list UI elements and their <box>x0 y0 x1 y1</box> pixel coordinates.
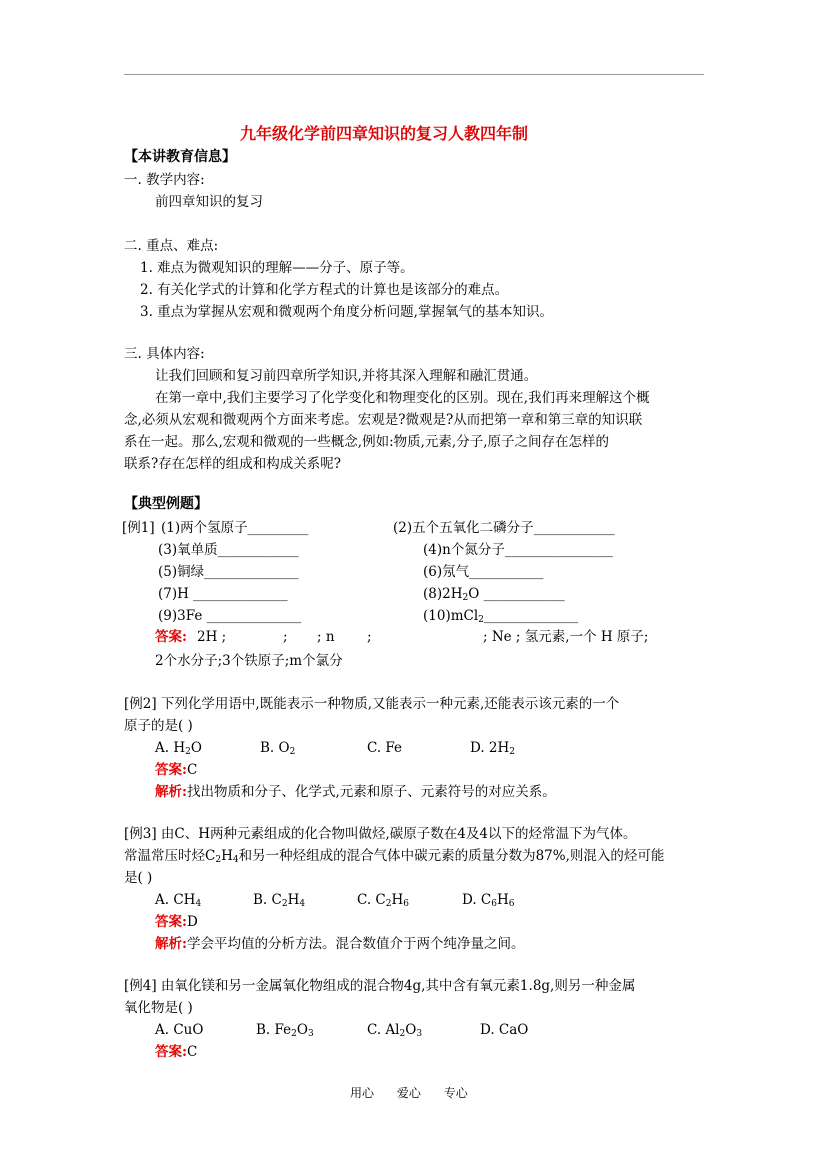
key-item: 3. 重点为掌握从宏观和微观两个角度分析问题,掌握氧气的基本知识。 <box>140 304 553 320</box>
example3-option-d: D. $C_6H_6$ <box>462 892 515 909</box>
example1-answer-part: ; Ne ; 氢元素,一个 H 原子; <box>483 629 649 645</box>
example3-analysis: 解析:学会平均值的分析方法。混合数值介于两个纯净量之间。 <box>155 936 525 952</box>
teach-heading: 一. 教学内容: <box>124 172 205 188</box>
example1-answer-line2: 2个水分子;3个铁原子;m个氯分 <box>155 653 343 669</box>
example4-option-a: A. CuO <box>155 1022 204 1038</box>
example2-option-c: C. Fe <box>367 740 403 756</box>
example3-answer: 答案:D <box>155 914 198 930</box>
key-item: 2. 有关化学式的计算和化学方程式的计算也是该部分的难点。 <box>140 282 509 298</box>
example4-stem: [例4] 由氧化镁和另一金属氧化物组成的混合物4g,其中含有氧元素1.8g,则另一种金属 <box>124 978 636 994</box>
example1-item-water: $(8)2H_2O$ ____________ <box>423 586 565 603</box>
document-title: 九年级化学前四章知识的复习人教四年制 <box>240 124 529 143</box>
header-rule <box>124 74 704 75</box>
example4-stem: 氧化物是( ) <box>124 1000 193 1016</box>
example2-answer: 答案:C <box>155 762 198 778</box>
example4-option-b: B. $Fe_2O_3$ <box>256 1022 314 1039</box>
page-footer: 用心 爱心 专心 <box>350 1086 468 1100</box>
example1-item-chlorine: (10)mCl$_2$______________ <box>423 608 579 625</box>
example3-option-a: A. $CH_4$ <box>155 892 202 909</box>
teach-content: 前四章知识的复习 <box>155 194 263 210</box>
example2-option-a: A. $H_2O$ <box>155 740 202 757</box>
example4-option-c: C. $Al_2O_3$ <box>367 1022 423 1039</box>
example1-answer-label: 答案: <box>155 629 187 645</box>
example1-answer-part: ; <box>367 629 372 645</box>
key-item: 1. 难点为微观知识的理解——分子、原子等。 <box>140 260 414 276</box>
example3-stem: 是( ) <box>124 870 153 886</box>
example4-answer: 答案:C <box>155 1044 198 1060</box>
example3-option-b: B. $C_2H_4$ <box>253 892 306 909</box>
example3-stem: 常温常压时烃$C_2H_4$和另一种烃组成的混合气体中碳元素的质量分数为87%,则混入的烃可能 <box>124 848 665 865</box>
example2-option-b: B. $O_2$ <box>260 740 296 757</box>
example4-option-d: D. CaO <box>480 1022 529 1038</box>
example1-label: [例1] <box>122 520 155 536</box>
example1-item: (4)n个氮分子________________ <box>423 542 613 558</box>
example2-analysis: 解析:找出物质和分子、化学式,元素和原子、元素符号的对应关系。 <box>155 784 556 800</box>
example1-item: (3)氧单质____________ <box>158 542 299 558</box>
example1-item: (6)氖气___________ <box>423 564 544 580</box>
detail-line: 让我们回顾和复习前四章所学知识,并将其深入理解和融汇贯通。 <box>155 368 538 384</box>
section-examples-header: 【典型例题】 <box>124 496 208 512</box>
example1-item: (1)两个氢原子_________ <box>161 520 309 536</box>
example2-stem: 原子的是( ) <box>124 718 193 734</box>
example1-item: (7)H ______________ <box>158 586 288 602</box>
detail-line: 系在一起。那么,宏观和微观的一些概念,例如:物质,元素,分子,原子之间存在怎样的 <box>124 434 610 450</box>
example2-stem: [例2] 下列化学用语中,既能表示一种物质,又能表示一种元素,还能表示该元素的一个 <box>124 696 620 712</box>
key-heading: 二. 重点、难点: <box>124 238 219 254</box>
example1-answer-part: ; n <box>317 629 335 645</box>
example1-answer-part: 2H ; <box>197 629 227 645</box>
detail-heading: 三. 具体内容: <box>124 346 205 362</box>
example1-item: (2)五个五氧化二磷分子____________ <box>393 520 615 536</box>
example2-option-d: D. $2H_2$ <box>470 740 516 757</box>
detail-line: 念,必须从宏观和微观两个方面来考虑。宏观是?微观是?从而把第一章和第三章的知识联 <box>124 412 643 428</box>
example3-stem: [例3] 由C、H两种元素组成的化合物叫做烃,碳原子数在4及4以下的烃常温下为气体。 <box>124 826 637 842</box>
example3-option-c: C. $C_2H_6$ <box>357 892 410 909</box>
example1-answer-part: ; <box>283 629 288 645</box>
detail-line: 在第一章中,我们主要学习了化学变化和物理变化的区别。现在,我们再来理解这个概 <box>155 390 650 406</box>
example1-item: (5)铜绿______________ <box>158 564 299 580</box>
example1-item: (9)3Fe ______________ <box>158 608 302 624</box>
detail-line: 联系?存在怎样的组成和构成关系呢? <box>124 456 341 472</box>
section-info-header: 【本讲教育信息】 <box>124 149 236 165</box>
